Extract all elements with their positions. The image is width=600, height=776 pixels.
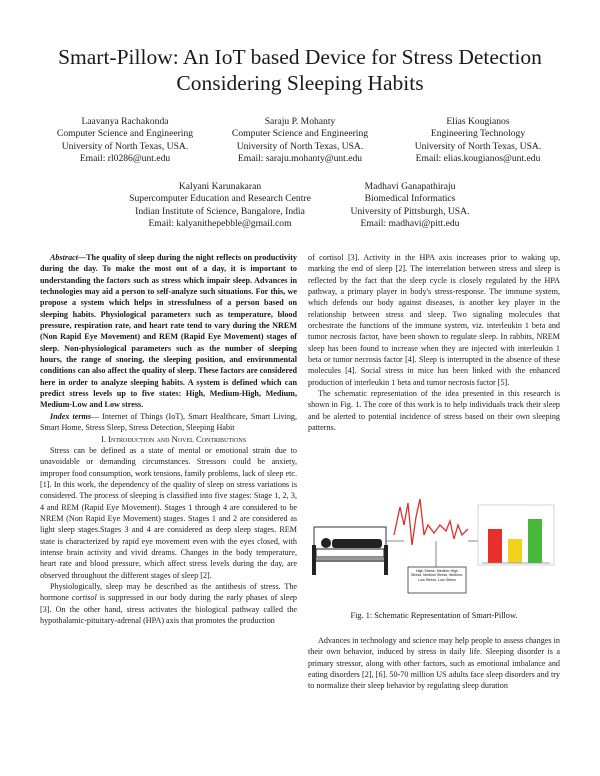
bed-icon bbox=[312, 527, 388, 575]
abstract-text: —The quality of sleep during the night reflects on productivity during the day. To make the most out of a day, it is important to understanding the factors such as stress which impair sleep. Advances in technologies may aid a person to self-analyze such situations. For this, we propose a system which helps in stressfulness of a person based on sleeping habits. Physiological parameters such as temperature, blood pressure, respiration rate, and heart rate tend to vary during the NREM (Non Rapid Eye Movement) and REM (Rapid Eye Movement) stages of sleep. Non-physiological parameters such as the number of sleeping hours, the range of snoring, the sleeping position, and environmental conditions can also affect the quality of sleep. These factors are considered here in order to analyze sleeping habits. A system is defined which can predict stress levels up to five states: High, Medium-High, Medium, Medium-Low and Low stress. bbox=[40, 253, 297, 410]
body-paragraph: Stress can be defined as a state of mental or emotional strain due to unavoidable or demanding circumstances. Stressors could be anxiety, improper food consumption, work tensions, family problems, lack of sleep etc. [1]. In this work, the dependency of the quality of sleep on stress variations is considered. The process of sleeping is classified into five stages: Stage 1, 2, 3, 4 and REM (Rapid Eye Movement). Stages 1 through 4 are considered to be NREM (Non Rapid Eye Movement) stages. Stages 1 and 2 are considered as light sleep stages.Stages 3 and 4 are considered as deep sleep stages. REM state is characterized by rapid eye movement even with the eyes closed, with intense brain activity and vivid dreams. Changes in the body temperature, heart rate and blood pressure, which affect stress levels during the day, are observed throughout the different stages of sleep [2]. bbox=[40, 445, 297, 580]
index-terms-text: — Internet of Things (IoT), Smart Healthcare, Smart Living, Smart Home, Stress Sleep, Stress Detection, Sleeping Habit bbox=[40, 411, 298, 433]
author-name: Kalyani Karunakaran bbox=[178, 181, 262, 192]
author-block bbox=[335, 181, 485, 231]
body-text: is suppressed in our body during the early phases of sleep [3]. On the other hand, stress activates the biological pathway called the hypothalamic-pituitary-adrenal (HPA) axis that promotes the production bbox=[40, 593, 297, 625]
paper-title: Smart-Pillow: An IoT based Device for Stress Detection Considering Sleeping Habits bbox=[58, 45, 542, 95]
author-block bbox=[50, 116, 200, 166]
author-name: Laavanya Rachakonda bbox=[81, 116, 169, 127]
author-email: Email: rl0286@unt.edu bbox=[79, 153, 171, 165]
index-terms bbox=[40, 411, 297, 434]
author-dept: Computer Science and Engineering bbox=[231, 128, 369, 140]
author-affil: Indian Institute of Science, Bangalore, India bbox=[135, 205, 305, 217]
author-name: Saraju P. Mohanty bbox=[264, 116, 336, 127]
body-paragraph: of cortisol [3]. Activity in the HPA axis increases prior to waking up, marking the end of sleep [2]. The interrelation between stress and sleep is reflected by the fact that the sleep cycle is closely regulated by the HPA pathway, a primary player in body's stress-response. The immune system, which defends our body against diseases, is another key player in the relationship between stress and sleep. Two signaling molecules that orchestrate the functions of the immune system, viz. interleukin 1 beta and tumor necrosis factor, have been shown to regulate sleep. In rabbits, NREM sleep has been found to increase when they are injected with interleukin 1 beta or tumor necrosis factor [4]. Sleep is interrupted in the absence of these molecules [4]. Social stress in mice has been linked with the enhanced production of interleukin 1 beta and tumor necrosis factor [5]. bbox=[308, 253, 560, 387]
author-affil: University of North Texas, USA. bbox=[61, 140, 189, 152]
author-dept: Biomedical Informatics bbox=[364, 193, 456, 205]
body-text: Physiologically, sleep may be described as the antithesis of stress. The hormone bbox=[40, 581, 297, 603]
body-text-italic: cortisol bbox=[71, 593, 97, 603]
author-email: Email: saraju.mohanty@unt.edu bbox=[237, 153, 363, 165]
section-heading: I. Introduction and Novel Contributions bbox=[100, 433, 247, 444]
author-dept: Supercomputer Education and Research Centre bbox=[129, 193, 311, 205]
stress-level-text: High Stress, Medium-High Stress, Medium Stress, Medium-Low Stress, Low Stress bbox=[410, 569, 464, 582]
bar-high bbox=[488, 529, 502, 563]
author-affil: University of North Texas, USA. bbox=[236, 140, 364, 152]
body-paragraph: The schematic representation of the idea presented in this research is shown in Fig. 1. The core of this work is to help individuals track their sleep and be alerted to potential incidence of stress based on their own sleeping patterns. bbox=[308, 389, 560, 433]
author-dept: Engineering Technology bbox=[430, 128, 526, 140]
author-block bbox=[110, 181, 330, 231]
bar-medium bbox=[508, 539, 522, 563]
author-dept: Computer Science and Engineering bbox=[56, 128, 194, 140]
author-block bbox=[225, 116, 375, 166]
figure-caption: Fig. 1: Schematic Representation of Smart-Pillow. bbox=[350, 611, 518, 620]
bar-low bbox=[528, 519, 542, 563]
abstract-label: Abstract bbox=[50, 253, 78, 262]
stress-bar-chart bbox=[478, 505, 554, 565]
author-name: Elias Kougianos bbox=[446, 116, 510, 127]
index-terms-label: Index terms bbox=[50, 411, 91, 421]
right-column bbox=[308, 252, 560, 434]
author-email: Email: madhavi@pitt.edu bbox=[360, 218, 460, 230]
author-affil: University of Pittsburgh, USA. bbox=[350, 205, 470, 217]
figure-schematic bbox=[308, 495, 560, 605]
left-column bbox=[40, 252, 297, 626]
author-email: Email: kalyanithepebble@gmail.com bbox=[148, 218, 292, 230]
author-email: Email: elias.kougianos@unt.edu bbox=[415, 153, 541, 165]
body-paragraph: Advances in technology and science may help people to assess changes in their own behavior, induced by stress in daily life. Sleeping disorder is a primary stressor, along with other factors, such as emotional imbalance and eating disorders [2], [6]. 50-70 million US adults face sleep disorders and try to normalize their sleep behavior by regulating sleep duration bbox=[308, 636, 560, 691]
author-block bbox=[398, 116, 558, 166]
author-affil: University of North Texas, USA. bbox=[414, 140, 542, 152]
right-column-lower bbox=[308, 635, 560, 692]
signal-wave bbox=[394, 499, 468, 545]
abstract bbox=[40, 252, 297, 411]
body-paragraph bbox=[40, 581, 297, 626]
author-name: Madhavi Ganapathiraju bbox=[364, 181, 456, 192]
